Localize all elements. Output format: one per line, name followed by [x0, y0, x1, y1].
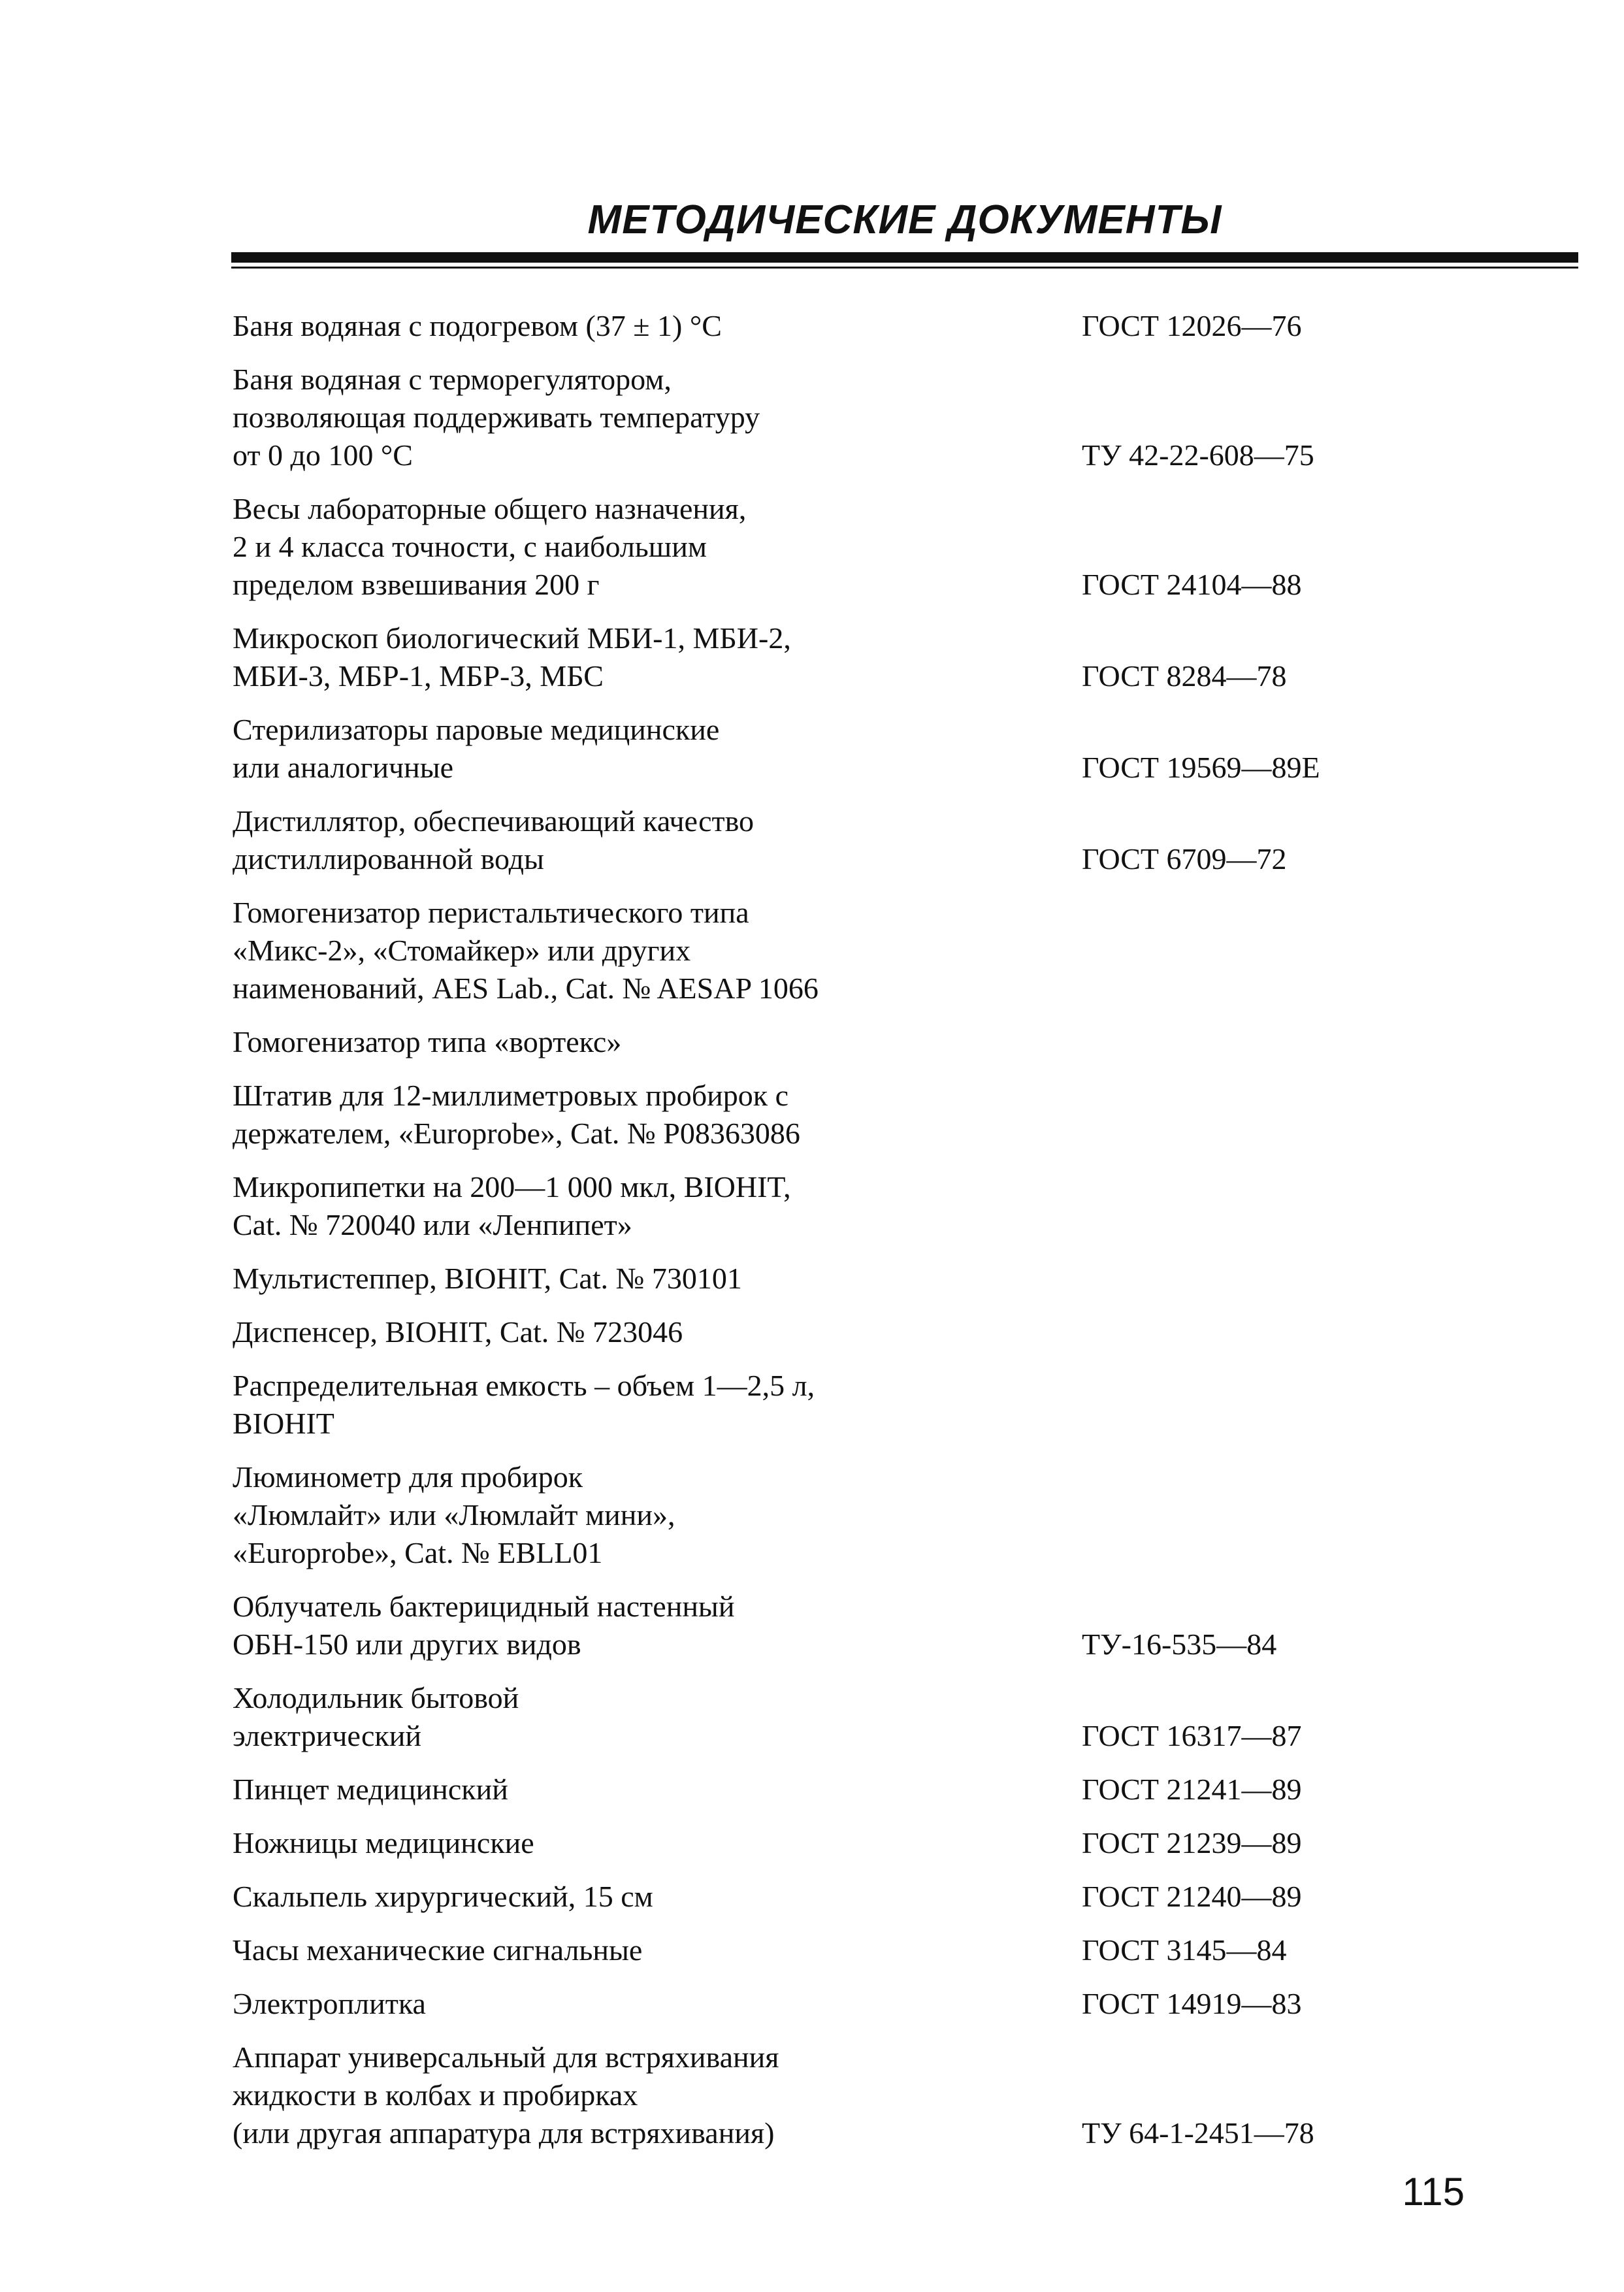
item-name: Весы лабораторные общего назначения, 2 и 4 класса точности, с наибольшим пределом взвешивания 200 г	[233, 492, 747, 601]
item-name: Баня водяная с терморегулятором, позволяющая поддерживать температуру от 0 до 100 °С	[233, 363, 760, 472]
item-name: Мультистеппер, BIOHIT, Cat. № 730101	[233, 1262, 742, 1295]
item-standard: ТУ 42-22-608—75	[1082, 438, 1314, 472]
list-item	[233, 1367, 1578, 1443]
list-item	[233, 1077, 1578, 1153]
item-name: Штатив для 12-миллиметровых пробирок с держателем, «Europrobe», Cat. № P08363086	[233, 1079, 800, 1150]
item-name: Диспенсер, BIOHIT, Cat. № 723046	[233, 1315, 683, 1349]
header-rule-thick	[231, 252, 1578, 263]
item-name: Ножницы медицинские	[233, 1826, 534, 1859]
item-standard: ГОСТ 19569—89Е	[1082, 751, 1320, 784]
list-item	[233, 1771, 1578, 1809]
item-name: Часы механические сигнальные	[233, 1933, 643, 1967]
item-standard: ГОСТ 21241—89	[1082, 1773, 1302, 1806]
item-name: Электроплитка	[233, 1987, 426, 2020]
list-item	[233, 361, 1578, 474]
item-name: Гомогенизатор типа «вортекс»	[233, 1025, 622, 1058]
item-standard: ТУ-16-535—84	[1082, 1628, 1277, 1661]
item-name: Аппарат универсальный для встряхивания жидкости в колбах и пробирках (или другая аппаратура для встряхивания)	[233, 2040, 779, 2150]
item-standard: ГОСТ 3145—84	[1082, 1933, 1287, 1967]
item-name: Пинцет медицинский	[233, 1773, 508, 1806]
list-item	[233, 894, 1578, 1007]
list-item	[233, 1931, 1578, 1969]
item-name: Холодильник бытовой электрический	[233, 1681, 519, 1752]
equipment-list	[233, 307, 1578, 2168]
list-item	[233, 1679, 1578, 1755]
list-item	[233, 490, 1578, 604]
list-item	[233, 1260, 1578, 1298]
section-title: МЕТОДИЧЕСКИЕ ДОКУМЕНТЫ	[587, 197, 1222, 242]
list-item	[233, 1023, 1578, 1061]
list-item	[233, 307, 1578, 345]
item-name: Баня водяная с подогревом (37 ± 1) °С	[233, 309, 722, 342]
item-name: Распределительная емкость – объем 1—2,5 л, BIOHIT	[233, 1369, 815, 1440]
item-standard: ГОСТ 16317—87	[1082, 1719, 1302, 1752]
list-item	[233, 619, 1578, 695]
item-standard: ГОСТ 21239—89	[1082, 1826, 1302, 1859]
item-name: Облучатель бактерицидный настенный ОБН-150 или других видов	[233, 1590, 735, 1661]
list-item	[233, 1588, 1578, 1663]
item-standard: ГОСТ 21240—89	[1082, 1880, 1302, 1913]
item-name: Микроскоп биологический МБИ-1, МБИ-2, МБИ-3, МБР-1, МБР-3, МБС	[233, 621, 791, 693]
item-standard: ГОСТ 14919—83	[1082, 1987, 1302, 2020]
item-name: Дистиллятор, обеспечивающий качество дистиллированной воды	[233, 804, 755, 876]
header-rule-thin	[231, 267, 1578, 269]
item-name: Микропипетки на 200—1 000 мкл, BIOHIT, Cat. № 720040 или «Ленпипет»	[233, 1170, 791, 1241]
list-item	[233, 1824, 1578, 1862]
list-item	[233, 1985, 1578, 2023]
item-standard: ГОСТ 12026—76	[1082, 309, 1302, 342]
item-standard: ГОСТ 24104—88	[1082, 568, 1302, 601]
item-standard: ГОСТ 6709—72	[1082, 842, 1287, 876]
item-standard: ТУ 64-1-2451—78	[1082, 2116, 1314, 2150]
item-name: Гомогенизатор перистальтического типа «Микс-2», «Стомайкер» или других наименований, AES Lab., Cat. № AESAP 1066	[233, 896, 819, 1005]
item-name: Стерилизаторы паровые медицинские или аналогичные	[233, 713, 720, 784]
list-item	[233, 1878, 1578, 1916]
list-item	[233, 711, 1578, 787]
list-item	[233, 1458, 1578, 1572]
list-item	[233, 1168, 1578, 1244]
item-standard: ГОСТ 8284—78	[1082, 659, 1287, 693]
list-item	[233, 2038, 1578, 2152]
list-item	[233, 1313, 1578, 1351]
item-name: Скальпель хирургический, 15 см	[233, 1880, 653, 1913]
page-number: 115	[1402, 2170, 1465, 2214]
list-item	[233, 802, 1578, 878]
item-name: Люминометр для пробирок «Люмлайт» или «Люмлайт мини», «Europrobe», Cat. № EBLL01	[233, 1460, 675, 1569]
